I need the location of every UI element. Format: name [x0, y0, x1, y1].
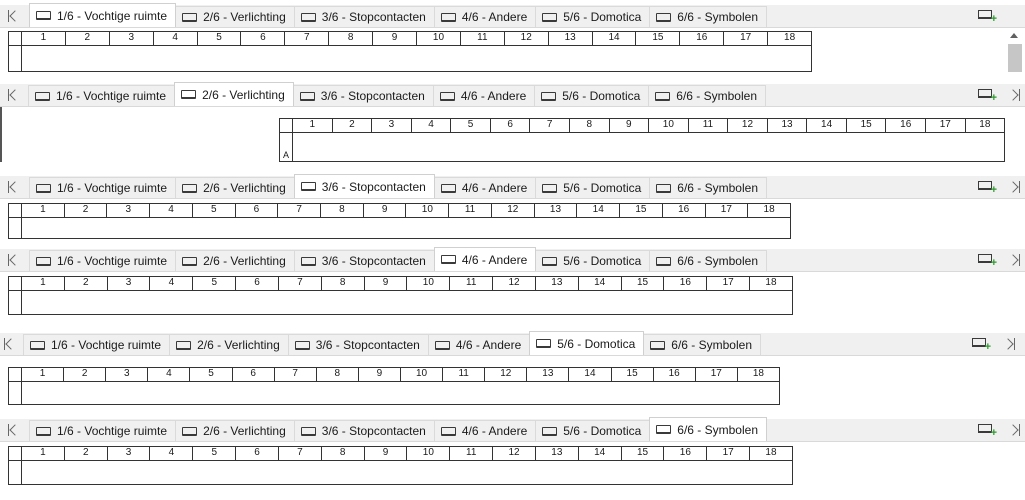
tab-bar: [0, 176, 1025, 199]
last-page-icon[interactable]: [1008, 176, 1024, 198]
column-header[interactable]: 10: [407, 447, 450, 460]
tab-2[interactable]: [175, 250, 295, 271]
tab-label: 2/6 - Verlichting: [203, 424, 286, 438]
column-header[interactable]: 16: [654, 368, 696, 381]
page-icon: [35, 92, 50, 101]
column-header[interactable]: 6: [491, 119, 531, 132]
add-tab-icon[interactable]: [978, 423, 997, 439]
column-header[interactable]: 11: [450, 277, 493, 290]
column-header[interactable]: 4: [154, 32, 198, 45]
tab-label: 1/6 - Vochtige ruimte: [57, 424, 168, 438]
page-icon: [301, 182, 316, 191]
page-icon: [182, 257, 197, 266]
tab-label: 5/6 - Domotica: [563, 424, 642, 438]
tab-6[interactable]: [649, 6, 767, 27]
column-header[interactable]: 13: [768, 119, 808, 132]
tab-5[interactable]: [535, 6, 650, 27]
tab-6[interactable]: [649, 417, 767, 441]
column-header[interactable]: 16: [664, 447, 707, 460]
page-icon: [182, 184, 197, 193]
column-header[interactable]: 16: [663, 204, 706, 217]
plus-icon: +: [990, 257, 997, 269]
tab-label: 2/6 - Verlichting: [202, 87, 285, 102]
column-header[interactable]: 18: [784, 32, 796, 43]
column-header[interactable]: 18: [752, 368, 764, 379]
grid-corner: [9, 368, 22, 381]
column-header[interactable]: 1: [22, 368, 64, 381]
column-header[interactable]: 18: [979, 119, 991, 130]
column-header[interactable]: 15: [622, 277, 665, 290]
tab-strip: [29, 176, 766, 198]
column-header[interactable]: 14: [807, 119, 847, 132]
column-header[interactable]: 5: [190, 368, 232, 381]
add-tab-icon[interactable]: [978, 88, 997, 104]
column-header-row: [9, 32, 811, 46]
column-header[interactable]: 11: [443, 368, 485, 381]
column-header[interactable]: 5: [193, 447, 236, 460]
column-header[interactable]: 11: [689, 119, 729, 132]
tab-label: 6/6 - Symbolen: [677, 181, 758, 195]
tab-label: 6/6 - Symbolen: [676, 89, 757, 103]
column-header[interactable]: 11: [449, 204, 492, 217]
page-icon: [441, 427, 456, 436]
column-header[interactable]: 4: [148, 368, 190, 381]
last-page-icon-bar: [1019, 424, 1020, 436]
column-grid: [8, 203, 791, 239]
column-header[interactable]: 5: [193, 277, 236, 290]
row-header: [9, 290, 22, 314]
tab-strip: [29, 249, 766, 271]
page-icon: [542, 13, 557, 22]
last-page-icon-bar: [1014, 338, 1015, 350]
column-header[interactable]: 6: [241, 32, 285, 45]
tab-4[interactable]: [433, 85, 535, 106]
column-header[interactable]: 3: [110, 32, 154, 45]
column-header[interactable]: 12: [493, 277, 536, 290]
tab-4[interactable]: [434, 6, 536, 27]
column-header[interactable]: 5: [451, 119, 491, 132]
tab-label: 6/6 - Symbolen: [671, 338, 752, 352]
row-header: [9, 460, 22, 484]
last-page-icon-bar: [1019, 254, 1020, 266]
last-page-icon-bar: [1019, 89, 1020, 101]
column-header[interactable]: 7: [279, 447, 322, 460]
column-header[interactable]: 7: [279, 277, 322, 290]
plus-icon: +: [990, 92, 997, 104]
column-header[interactable]: 14: [577, 204, 620, 217]
tab-bar: [0, 84, 1025, 107]
column-header[interactable]: 16: [680, 32, 724, 45]
tab-3[interactable]: [288, 334, 429, 355]
plus-icon: +: [990, 13, 997, 25]
page-icon: [656, 13, 671, 22]
last-page-icon[interactable]: [1008, 84, 1024, 106]
tab-label: 5/6 - Domotica: [563, 254, 642, 268]
page-icon: [541, 92, 556, 101]
last-page-icon[interactable]: [1003, 333, 1019, 355]
tab-label: 5/6 - Domotica: [563, 10, 642, 24]
tab-5[interactable]: [529, 331, 644, 355]
tab-label: 2/6 - Verlichting: [197, 338, 280, 352]
column-header[interactable]: 1: [22, 204, 65, 217]
page-icon: [301, 427, 316, 436]
last-page-icon[interactable]: [1008, 419, 1024, 441]
tab-label: 3/6 - Stopcontacten: [315, 338, 420, 352]
tab-label: 4/6 - Andere: [461, 10, 528, 24]
tab-6[interactable]: [649, 177, 767, 198]
last-page-icon-chevron: [1007, 181, 1018, 192]
page-icon: [542, 257, 557, 266]
column-header[interactable]: 15: [636, 32, 680, 45]
last-page-icon-chevron: [1002, 338, 1013, 349]
column-header-row: [9, 447, 792, 461]
page-icon: [542, 184, 557, 193]
page-icon: [656, 425, 671, 434]
first-page-icon-chevron: [9, 10, 20, 21]
tab-bar: [0, 5, 1025, 28]
column-header[interactable]: 15: [612, 368, 654, 381]
column-header[interactable]: 3: [108, 447, 151, 460]
page-icon: [36, 427, 51, 436]
page-icon: [182, 427, 197, 436]
column-header[interactable]: 8: [329, 32, 373, 45]
column-header[interactable]: 2: [333, 119, 373, 132]
tab-label: 4/6 - Andere: [461, 181, 528, 195]
column-header[interactable]: 12: [728, 119, 768, 132]
tab-label: 3/6 - Stopcontacten: [321, 424, 426, 438]
column-header[interactable]: 9: [359, 368, 401, 381]
column-header[interactable]: 12: [493, 447, 536, 460]
tab-strip: [29, 5, 766, 27]
tab-5[interactable]: [535, 177, 650, 198]
tab-strip: [29, 419, 766, 441]
tab-label: 6/6 - Symbolen: [677, 422, 758, 437]
page-icon: [536, 339, 551, 348]
tab-label: 4/6 - Andere: [460, 89, 527, 103]
tab-4[interactable]: [428, 334, 530, 355]
tab-1[interactable]: [29, 420, 176, 441]
tab-3[interactable]: [294, 420, 435, 441]
tab-label: 5/6 - Domotica: [563, 181, 642, 195]
tab-4[interactable]: [434, 420, 536, 441]
column-header[interactable]: 6: [236, 447, 279, 460]
column-header[interactable]: 7: [530, 119, 570, 132]
last-page-icon-chevron: [1007, 89, 1018, 100]
add-tab-icon[interactable]: [972, 337, 991, 353]
page-icon: [650, 341, 665, 350]
tab-3[interactable]: [294, 250, 435, 271]
column-header[interactable]: 10: [401, 368, 443, 381]
scroll-up-arrow-icon[interactable]: [1010, 33, 1018, 38]
add-tab-icon[interactable]: [978, 180, 997, 196]
row-header: [280, 132, 293, 161]
column-header[interactable]: 13: [527, 368, 569, 381]
column-header[interactable]: 4: [412, 119, 452, 132]
column-header[interactable]: 18: [763, 204, 775, 215]
page-icon: [182, 13, 197, 22]
plus-icon: +: [990, 427, 997, 439]
row-label: A: [283, 150, 290, 160]
tab-4[interactable]: [434, 177, 536, 198]
column-header[interactable]: 1: [22, 447, 65, 460]
tab-label: 1/6 - Vochtige ruimte: [57, 8, 168, 23]
tab-5[interactable]: [535, 420, 650, 441]
column-header[interactable]: 16: [664, 277, 707, 290]
last-page-icon[interactable]: [1008, 249, 1024, 271]
page-icon: [300, 92, 315, 101]
tab-4[interactable]: [434, 247, 536, 271]
page-icon: [656, 257, 671, 266]
column-header[interactable]: 17: [724, 32, 768, 45]
tab-label: 3/6 - Stopcontacten: [320, 89, 425, 103]
column-header[interactable]: 15: [622, 447, 665, 460]
first-page-icon[interactable]: [4, 84, 20, 106]
tab-label: 1/6 - Vochtige ruimte: [51, 338, 162, 352]
column-header[interactable]: 17: [706, 204, 749, 217]
plus-icon: +: [984, 341, 991, 353]
tab-label: 6/6 - Symbolen: [677, 10, 758, 24]
column-header[interactable]: 8: [570, 119, 610, 132]
column-header[interactable]: 13: [536, 447, 579, 460]
scrollbar-thumb[interactable]: [1008, 44, 1022, 72]
first-page-icon[interactable]: [4, 5, 20, 27]
column-header[interactable]: 4: [150, 204, 193, 217]
column-header[interactable]: 12: [505, 32, 549, 45]
tab-6[interactable]: [643, 334, 761, 355]
page-icon: [655, 92, 670, 101]
page-icon: [36, 184, 51, 193]
last-page-icon-chevron: [1007, 254, 1018, 265]
column-header[interactable]: 2: [65, 447, 108, 460]
tab-label: 2/6 - Verlichting: [203, 181, 286, 195]
page-icon: [36, 11, 51, 20]
column-header[interactable]: 12: [485, 368, 527, 381]
first-page-icon-chevron: [9, 254, 20, 265]
tab-label: 3/6 - Stopcontacten: [321, 10, 426, 24]
tab-1[interactable]: [29, 250, 176, 271]
column-header[interactable]: 13: [536, 277, 579, 290]
column-header[interactable]: 16: [886, 119, 926, 132]
column-header[interactable]: 3: [372, 119, 412, 132]
column-header[interactable]: 15: [847, 119, 887, 132]
column-header[interactable]: 10: [406, 204, 449, 217]
column-header[interactable]: 10: [407, 277, 450, 290]
column-header[interactable]: 4: [150, 447, 193, 460]
tab-1[interactable]: [23, 334, 170, 355]
column-header[interactable]: 9: [365, 447, 408, 460]
column-header-row: [280, 119, 1004, 133]
column-header[interactable]: 11: [461, 32, 505, 45]
page-icon: [542, 427, 557, 436]
tab-1[interactable]: [28, 85, 175, 106]
column-header[interactable]: 4: [150, 277, 193, 290]
tab-2[interactable]: [169, 334, 289, 355]
last-page-icon-chevron: [1007, 424, 1018, 435]
column-header[interactable]: 8: [317, 368, 359, 381]
column-grid: [8, 367, 780, 405]
page-icon: [36, 257, 51, 266]
column-header[interactable]: 3: [106, 368, 148, 381]
column-header[interactable]: 14: [593, 32, 637, 45]
first-page-icon-chevron: [5, 338, 16, 349]
last-page-icon-bar: [1019, 181, 1020, 193]
column-header[interactable]: 2: [66, 32, 110, 45]
page-icon: [656, 184, 671, 193]
column-header[interactable]: 17: [707, 277, 750, 290]
column-header[interactable]: 11: [450, 447, 493, 460]
page-icon: [301, 13, 316, 22]
left-edge-divider: [0, 107, 2, 162]
column-header[interactable]: 17: [707, 447, 750, 460]
column-header[interactable]: 6: [233, 368, 275, 381]
tab-strip: [23, 333, 760, 355]
grid-corner: [9, 447, 22, 460]
column-header[interactable]: 12: [492, 204, 535, 217]
column-header[interactable]: 13: [549, 32, 593, 45]
tab-3[interactable]: [294, 6, 435, 27]
tab-6[interactable]: [649, 250, 767, 271]
column-header-row: [9, 204, 790, 218]
tab-label: 6/6 - Symbolen: [677, 254, 758, 268]
page-icon: [441, 255, 456, 264]
column-header[interactable]: 2: [64, 368, 106, 381]
tab-label: 5/6 - Domotica: [562, 89, 641, 103]
column-header-row: [9, 368, 779, 382]
column-grid: [8, 31, 812, 72]
page-icon: [176, 341, 191, 350]
column-header[interactable]: 17: [696, 368, 738, 381]
column-header[interactable]: 3: [107, 204, 150, 217]
page-icon: [301, 257, 316, 266]
column-header[interactable]: 14: [579, 277, 622, 290]
page-icon: [440, 92, 455, 101]
plus-icon: +: [990, 184, 997, 196]
tab-label: 4/6 - Andere: [461, 252, 528, 267]
column-header[interactable]: 2: [65, 277, 108, 290]
page-icon: [295, 341, 310, 350]
tab-6[interactable]: [648, 85, 766, 106]
column-grid: [8, 446, 793, 485]
page-icon: [435, 341, 450, 350]
first-page-icon[interactable]: [4, 249, 20, 271]
add-tab-icon[interactable]: [978, 9, 997, 25]
column-header[interactable]: 10: [417, 32, 461, 45]
tab-1[interactable]: [29, 3, 176, 27]
row-header: [9, 381, 22, 404]
column-header[interactable]: 6: [236, 204, 279, 217]
grid-corner: [280, 119, 293, 132]
tab-label: 2/6 - Verlichting: [203, 254, 286, 268]
grid-corner: [9, 277, 22, 290]
tab-2[interactable]: [175, 420, 295, 441]
tab-5[interactable]: [535, 250, 650, 271]
column-header[interactable]: 10: [649, 119, 689, 132]
row-header: [9, 45, 22, 71]
first-page-icon[interactable]: [4, 176, 20, 198]
column-header[interactable]: 7: [285, 32, 329, 45]
column-header[interactable]: 14: [579, 447, 622, 460]
grid-corner: [9, 32, 22, 45]
first-page-icon[interactable]: [4, 419, 20, 441]
column-header[interactable]: 18: [765, 277, 777, 288]
tab-label: 5/6 - Domotica: [557, 336, 636, 351]
column-header[interactable]: 17: [926, 119, 966, 132]
tab-label: 3/6 - Stopcontacten: [321, 179, 426, 194]
column-header[interactable]: 8: [322, 447, 365, 460]
column-header[interactable]: 5: [198, 32, 242, 45]
tab-bar: [0, 333, 1025, 356]
column-header[interactable]: 8: [322, 277, 365, 290]
row-header: [9, 217, 22, 238]
tab-1[interactable]: [29, 177, 176, 198]
tab-3[interactable]: [294, 174, 435, 198]
column-header[interactable]: 5: [193, 204, 236, 217]
page-icon: [181, 90, 196, 99]
tab-label: 4/6 - Andere: [455, 338, 522, 352]
column-header[interactable]: 14: [569, 368, 611, 381]
column-header[interactable]: 1: [293, 119, 333, 132]
column-header[interactable]: 18: [765, 447, 777, 458]
tab-label: 1/6 - Vochtige ruimte: [57, 181, 168, 195]
tab-2[interactable]: [174, 82, 294, 106]
column-header[interactable]: 9: [373, 32, 417, 45]
tab-label: 3/6 - Stopcontacten: [321, 254, 426, 268]
first-page-icon[interactable]: [0, 333, 16, 355]
tab-bar: [0, 249, 1025, 272]
column-header[interactable]: 3: [108, 277, 151, 290]
tab-5[interactable]: [534, 85, 649, 106]
tab-label: 4/6 - Andere: [461, 424, 528, 438]
first-page-icon-chevron: [9, 424, 20, 435]
column-header[interactable]: 9: [365, 277, 408, 290]
column-header[interactable]: 1: [22, 277, 65, 290]
column-header[interactable]: 8: [321, 204, 364, 217]
tab-label: 1/6 - Vochtige ruimte: [57, 254, 168, 268]
column-header[interactable]: 1: [22, 32, 66, 45]
column-header[interactable]: 7: [278, 204, 321, 217]
page-icon: [441, 13, 456, 22]
tab-3[interactable]: [293, 85, 434, 106]
column-grid: [279, 118, 1005, 162]
tab-strip: [28, 84, 765, 106]
column-header[interactable]: 9: [610, 119, 650, 132]
tab-bar: [0, 419, 1025, 442]
tab-2[interactable]: [175, 177, 295, 198]
page-icon: [30, 341, 45, 350]
first-page-icon-chevron: [9, 181, 20, 192]
column-header[interactable]: 9: [364, 204, 407, 217]
tab-label: 1/6 - Vochtige ruimte: [56, 89, 167, 103]
tab-label: 2/6 - Verlichting: [203, 10, 286, 24]
column-grid: [8, 276, 793, 315]
tab-2[interactable]: [175, 6, 295, 27]
column-header-row: [9, 277, 792, 291]
column-header[interactable]: 2: [65, 204, 108, 217]
page-icon: [441, 184, 456, 193]
column-header[interactable]: 6: [236, 277, 279, 290]
first-page-icon-chevron: [9, 89, 20, 100]
column-header[interactable]: 7: [275, 368, 317, 381]
add-tab-icon[interactable]: [978, 253, 997, 269]
grid-corner: [9, 204, 22, 217]
column-header[interactable]: 15: [620, 204, 663, 217]
column-header[interactable]: 13: [535, 204, 578, 217]
